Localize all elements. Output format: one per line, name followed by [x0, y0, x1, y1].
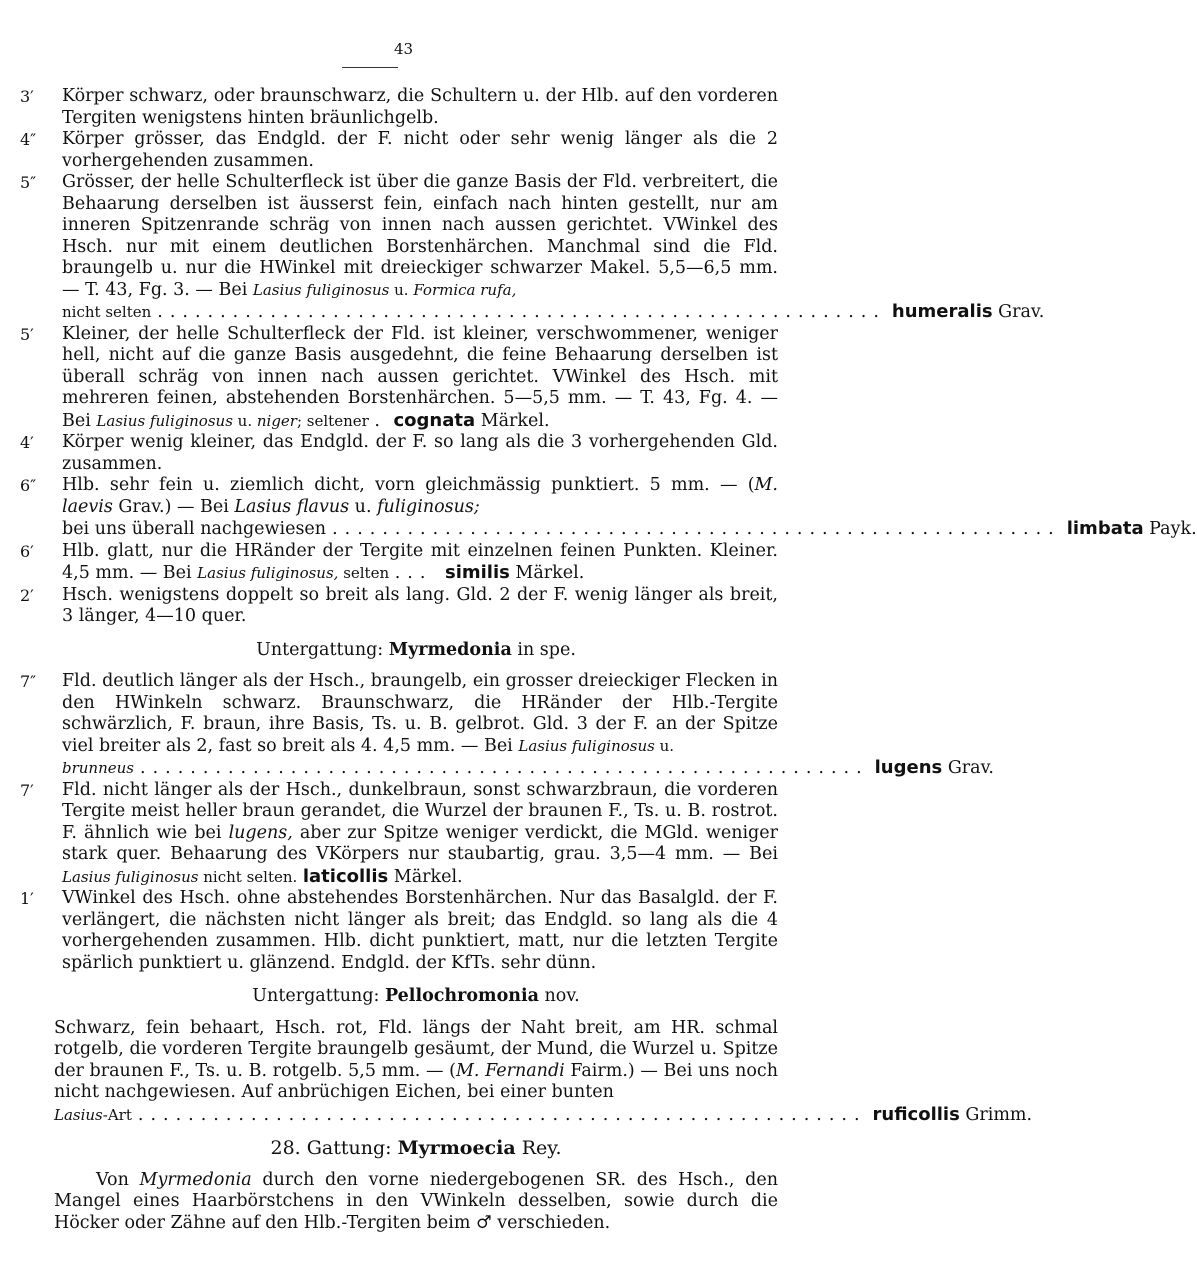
- genus-reference: Myrmedonia: [139, 1169, 252, 1190]
- key-entry-6p: [20, 540, 778, 585]
- species-reference: M. laevis: [62, 475, 778, 517]
- subgenus-heading-myrmedonia: [54, 640, 778, 662]
- species-name-line: [867, 1104, 1033, 1127]
- entry-last-line: [62, 301, 1045, 324]
- key-entry-4p: [20, 432, 778, 475]
- species-name-line: [869, 757, 994, 780]
- host-name: niger: [256, 411, 297, 430]
- document-body: [20, 86, 1197, 1234]
- host-name: Formica rufa,: [413, 280, 517, 299]
- entry-marker: 6′: [20, 541, 34, 561]
- species-author: Grav.: [942, 758, 994, 778]
- heading-name: Myrmedonia: [388, 639, 512, 660]
- entry-text: VWinkel des Hsch. ohne abstehendes Borstenhärchen. Nur das Basalgld. der F. verlängert, die nächsten nicht länger als breit; das Endgld. so lang als die 4 vorhergehenden zusammen. Hlb. dicht punktiert, matt, nur die letzten Tergite spärlich punktiert u. glänzend. Endgld. der KfTs. sehr dünn.: [62, 888, 778, 973]
- entry-marker: 2′: [20, 585, 34, 605]
- host-name: Lasius fuliginosus,: [197, 564, 339, 582]
- leader-dots: .: [374, 410, 394, 431]
- host-name: Lasius fuliginosus: [62, 867, 199, 886]
- leader-dots: ..........................................................: [137, 1104, 867, 1125]
- key-entry-5pp: [20, 172, 1045, 324]
- page-number: 43: [393, 40, 414, 58]
- entry-text: durch den vorne niedergebogenen SR. des Hsch., den Mangel eines Haarbörstchens in den VWinkeln desselben, sowie durch die Höcker oder Zähne auf den Hlb.-Tergiten beim ♂ verschieden.: [54, 1169, 778, 1233]
- entry-text: Körper grösser, das Endgld. der F. nicht oder sehr wenig länger als die 2 vorhergehenden zusammen.: [62, 129, 778, 171]
- heading-suffix: nov.: [538, 986, 580, 1006]
- species-name: ruficollis: [872, 1103, 960, 1125]
- key-entry-2p: [20, 584, 778, 628]
- species-name: limbata: [1066, 518, 1144, 539]
- entry-text: Fld. nicht länger als der Hsch., dunkelbraun, sonst schwarzbraun, die vorderen Tergite meist heller braun gerandet, die Wurzel der braunen F., Ts. u. B. rostrot. F. ähnlich wie bei: [62, 779, 778, 843]
- species-name: laticollis: [302, 865, 389, 887]
- entry-text: Fld. deutlich länger als der Hsch., braungelb, ein grosser dreieckiger Flecken in den HWinkeln schwarz. Braunschwarz, die HRänder der Hlb.-Tergite schwärzlich, F. braun, ihre Basis, Ts. u. B. gelbrot. Gld. 3 der F. an der Spitze viel breiter als 2, fast so breit als 4. 4,5 mm. — Bei: [62, 671, 778, 756]
- entry-text: -Art: [102, 1105, 132, 1124]
- host-name: Lasius flavus: [234, 496, 350, 517]
- heading-prefix: Untergattung:: [252, 986, 385, 1006]
- entry-text: Körper wenig kleiner, das Endgld. der F. so lang als die 3 vorhergehenden Gld. zusammen.: [62, 432, 778, 474]
- species-description-ruficollis: [54, 1017, 1033, 1127]
- entry-marker: 1′: [20, 889, 34, 908]
- header-rule: [342, 67, 398, 68]
- entry-marker: 5′: [20, 324, 34, 344]
- species-reference: M. Fernandi: [455, 1060, 565, 1081]
- heading-name: Myrmoecia: [397, 1137, 516, 1159]
- entry-text: Von: [96, 1169, 140, 1190]
- entry-text: Grav.) — Bei: [112, 496, 235, 517]
- entry-text: Schwarz, fein behaart, Hsch. rot, Fld. längs der Naht breit, am HR. schmal rotgelb, die vorderen Tergite braungelb gesäumt, der Mund, die Wurzel u. Spitze der braunen F., Ts. u. B. rotgelb. 5,5 mm. — (: [54, 1017, 778, 1081]
- entry-marker: 3′: [20, 87, 34, 106]
- entry-marker: 7″: [20, 672, 37, 691]
- entry-marker: 7′: [20, 780, 34, 800]
- heading-suffix: in spe.: [511, 639, 576, 660]
- entry-last-line: [62, 757, 994, 780]
- key-entry-7pp: [20, 671, 994, 780]
- leader-dots: ..........................................................: [140, 758, 869, 778]
- species-name: similis: [444, 562, 510, 583]
- species-author: Grimm.: [959, 1104, 1033, 1125]
- heading-suffix: Rey.: [515, 1137, 562, 1159]
- entry-marker: 4″: [20, 130, 37, 149]
- species-name: cognata: [393, 409, 476, 431]
- entry-text: Grösser, der helle Schulterfleck ist über die ganze Basis der Fld. verbreitert, die Behaarung derselben ist äusserst fein, einfach nach hinten gestellt, nur am inneren Spitzenrande schräg von innen nach aussen gerichtet. VWinkel des Hsch. nur mit einem deutlichen Borstenhärchen. Manchmal sind die Fld. braungelb u. nur die HWinkel mit dreieckiger schwarzer Makel. 5,5—6,5 mm. — T. 43, Fg. 3. — Bei: [62, 172, 778, 300]
- entry-text: Hlb. sehr fein u. ziemlich dicht, vorn gleichmässig punktiert. 5 mm. — (: [62, 475, 755, 495]
- leader-dots: ...: [394, 563, 445, 583]
- species-author: Grav.: [992, 302, 1045, 322]
- entry-text: nicht selten: [62, 303, 152, 321]
- entry-text: aber zur Spitze weniger verdickt, die MGld. weniger stark quer. Behaarung des VKörpers nur staubartig, grau. 3,5—4 mm. — Bei: [62, 822, 778, 864]
- entry-marker: 5″: [20, 173, 37, 192]
- entry-text: u.: [389, 280, 414, 299]
- entry-text: bei uns überall nachgewiesen: [62, 519, 327, 539]
- species-author: Märkel.: [475, 410, 550, 431]
- host-name: Lasius: [54, 1105, 103, 1124]
- leader-dots: ..........................................................: [332, 519, 1061, 539]
- entry-text: Fairm.) — Bei uns noch nicht nachgewiesen. Auf anbrüchigen Eichen, bei einer bunten: [54, 1060, 778, 1102]
- species-name-line: [1061, 518, 1197, 541]
- key-entry-5p: [20, 323, 778, 433]
- host-name: brunneus: [62, 759, 134, 777]
- species-author: Märkel.: [388, 866, 463, 887]
- entry-marker: 4′: [20, 433, 34, 452]
- entry-last-line: [54, 1103, 1033, 1127]
- entry-text: Hlb. glatt, nur die HRänder der Tergite mit einzelnen feinen Punkten. Kleiner. 4,5 mm. — Bei: [62, 540, 778, 583]
- genus-heading-myrmoecia: [54, 1138, 778, 1160]
- entry-text: Kleiner, der helle Schulterfleck der Fld. ist kleiner, verschwommener, weniger hell, nicht auf die ganze Basis ausgedehnt, die feine Behaarung derselben ist überall schräg von innen nach aussen gerichtet. VWinkel des Hsch. mit mehreren feinen, abstehenden Borstenhärchen. 5—5,5 mm. — T. 43, Fg. 4. — Bei: [62, 323, 778, 431]
- entry-text: Hsch. wenigstens doppelt so breit als lang. Gld. 2 der F. wenig länger als breit, 3 länger, 4—10 quer.: [62, 584, 778, 626]
- species-name-line: [886, 301, 1044, 324]
- species-author: Payk.: [1143, 519, 1197, 539]
- key-entry-6pp: [20, 475, 1197, 541]
- host-name: fuliginosus;: [377, 496, 480, 517]
- entry-marker: 6″: [20, 476, 37, 495]
- entry-text: Körper schwarz, oder braunschwarz, die Schultern u. der Hlb. auf den vorderen Tergiten wenigstens hinten bräunlichgelb.: [62, 86, 778, 128]
- host-name: Lasius fuliginosus: [518, 736, 655, 755]
- leader-dots: ..........................................................: [157, 302, 886, 322]
- entry-text: nicht selten.: [198, 867, 298, 886]
- heading-prefix: 28. Gattung:: [270, 1137, 398, 1159]
- entry-text: selten: [338, 564, 390, 582]
- key-entry-4pp: [20, 129, 778, 172]
- entry-text: u.: [232, 411, 257, 430]
- host-name: Lasius fuliginosus: [96, 411, 233, 430]
- species-reference: lugens,: [228, 822, 293, 843]
- heading-prefix: Untergattung:: [256, 639, 389, 660]
- key-entry-1p: [20, 888, 778, 974]
- species-name: lugens: [874, 757, 943, 778]
- entry-text: u.: [349, 496, 378, 517]
- entry-text: u.: [654, 736, 675, 755]
- entry-text-line: [54, 1105, 132, 1127]
- entry-last-line: [62, 518, 1197, 541]
- key-entry-7p: [20, 779, 778, 889]
- genus-description: [54, 1170, 778, 1235]
- subgenus-heading-pellochromonia: [54, 986, 778, 1008]
- key-entry-3p: [20, 86, 778, 129]
- heading-name: Pellochromonia: [384, 986, 539, 1006]
- host-name: Lasius fuliginosus: [252, 280, 390, 299]
- species-author: Märkel.: [509, 563, 585, 583]
- entry-text: ; seltener: [296, 411, 369, 430]
- species-name: humeralis: [891, 301, 993, 322]
